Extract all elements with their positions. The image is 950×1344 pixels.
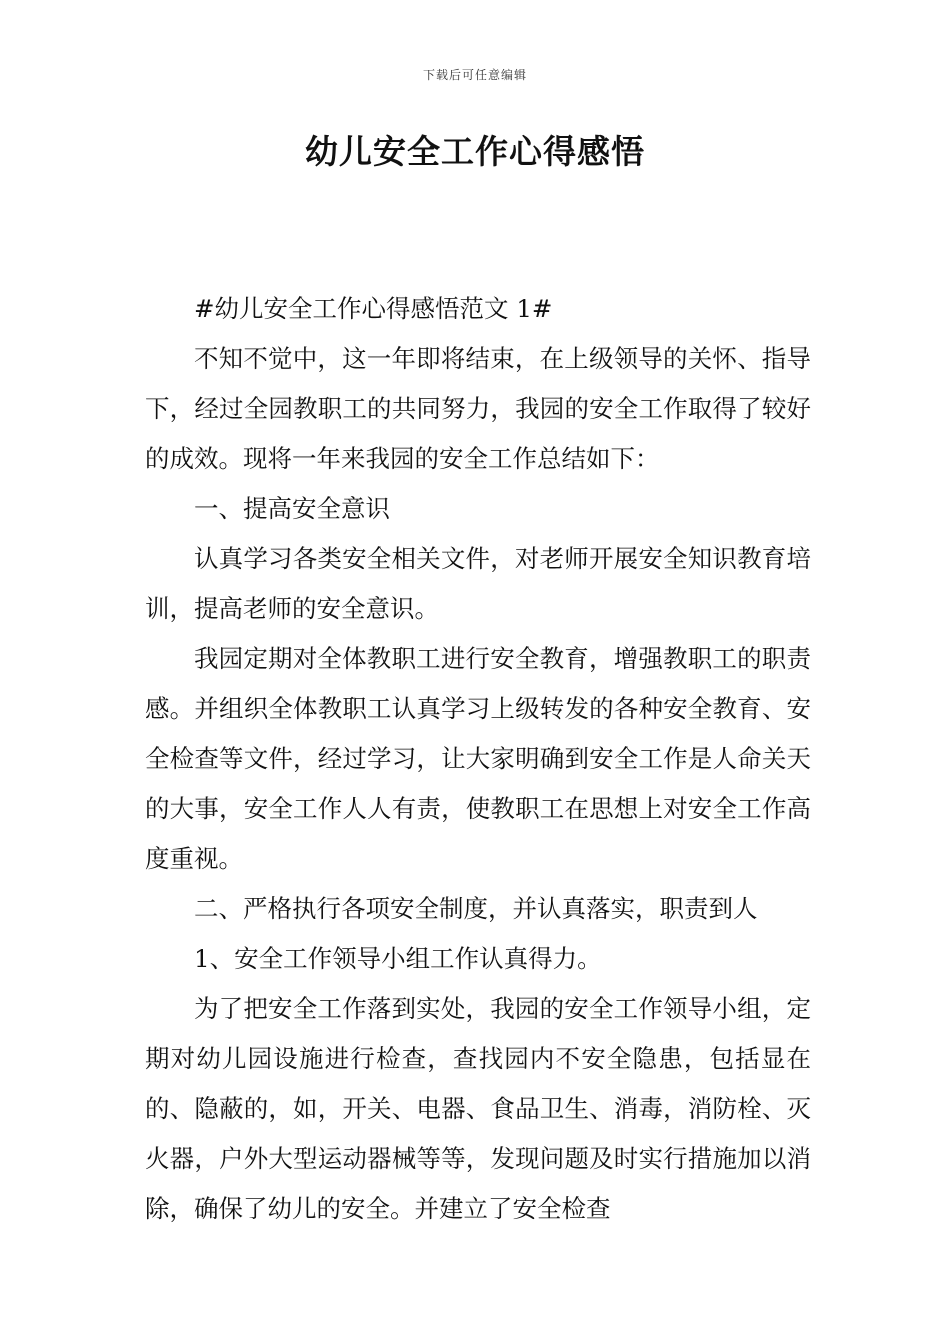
- paragraph-section-heading: #幼儿安全工作心得感悟范文 1#: [194, 294, 553, 323]
- paragraph-heading-one: 一、提高安全意识: [194, 494, 390, 523]
- paragraph-inspection: 为了把安全工作落到实处，我园的安全工作领导小组，定期对幼儿园设施进行检查，查找园内不安全隐患，包括显在的、隐蔽的，如，开关、电器、食品卫生、消毒，消防栓、灭火器，户外大型运动器械等等，发现问题及时实行措施加以消除，确保了幼儿的安全。并建立了安全检查: [145, 994, 811, 1223]
- document-body: [145, 284, 811, 1234]
- document-title: 幼儿安全工作心得感悟: [305, 132, 645, 171]
- paragraph-education: 我园定期对全体教职工进行安全教育，增强教职工的职责感。并组织全体教职工认真学习上级转发的各种安全教育、安全检查等文件，经过学习，让大家明确到安全工作是人命关天的大事，安全工作人人有责，使教职工在思想上对安全工作高度重视。: [145, 644, 811, 873]
- paragraph-heading-two: 二、严格执行各项安全制度，并认真落实，职责到人: [194, 894, 758, 923]
- paragraph-study: 认真学习各类安全相关文件，对老师开展安全知识教育培训，提高老师的安全意识。: [145, 544, 811, 623]
- header-note: 下载后可任意编辑: [422, 68, 527, 82]
- paragraph-item-one: 1、安全工作领导小组工作认真得力。: [194, 944, 602, 973]
- paragraph-intro: 不知不觉中，这一年即将结束，在上级领导的关怀、指导下，经过全园教职工的共同努力，我园的安全工作取得了较好的成效。现将一年来我园的安全工作总结如下：: [145, 344, 811, 473]
